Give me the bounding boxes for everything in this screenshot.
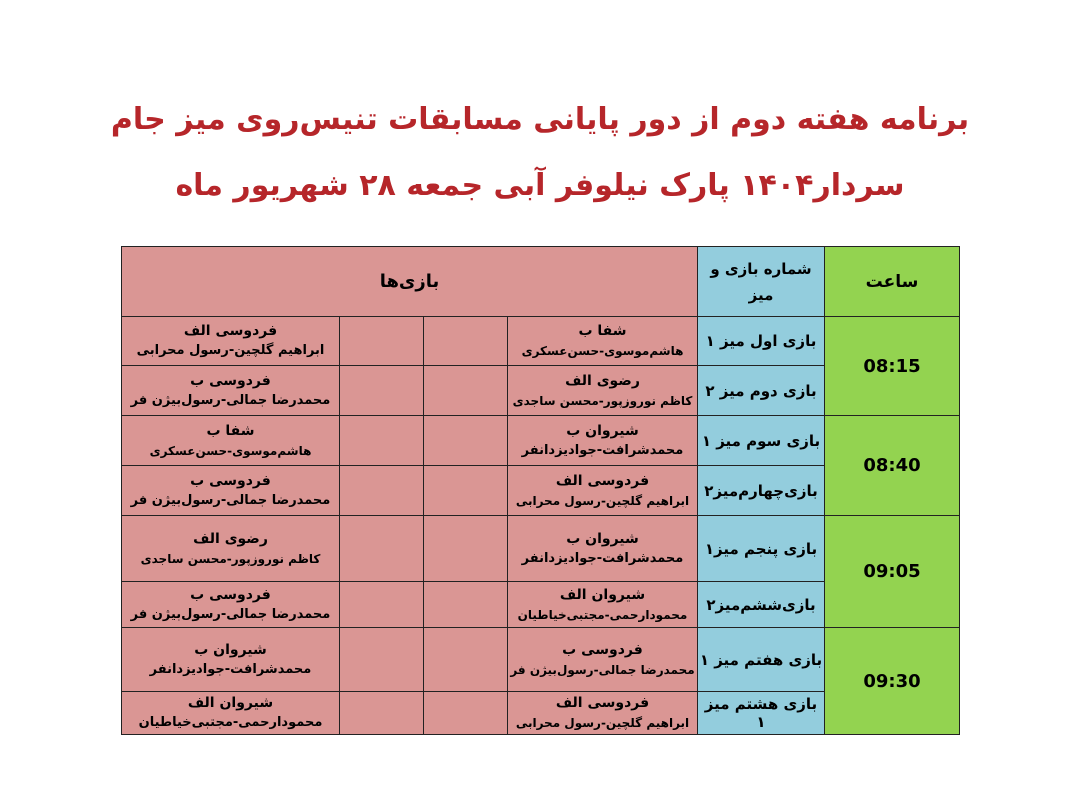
time-slot: 09:05 [825, 516, 960, 628]
empty-cell [424, 466, 508, 516]
table-row [122, 416, 960, 466]
empty-cell [340, 628, 424, 692]
away-team [122, 628, 340, 692]
home-team [508, 366, 698, 416]
team-players: ابراهیم گلچین-رسول محرابی [515, 716, 690, 730]
home-team [508, 416, 698, 466]
team-players: ابراهیم گلچین-رسول محرابی [515, 493, 690, 508]
game-number: بازی هفتم میز ۱ [698, 628, 825, 692]
team-name: فردوسی الف [555, 695, 650, 711]
team-players: محمدرضا جمالی-رسول‌بیژن فر [130, 606, 331, 622]
table-row [122, 317, 960, 366]
title-line-2: سردار۱۴۰۴ پارک نیلوفر آبی جمعه ۲۸ شهریور ماه [175, 168, 905, 203]
empty-cell [424, 416, 508, 466]
game-number: بازی سوم میز ۱ [698, 416, 825, 466]
team-players: محمدشرافت-جوادیزدانفر [149, 661, 312, 677]
team-name: فردوسی ب [562, 641, 643, 658]
time-slot: 08:40 [825, 416, 960, 516]
team-name: شیروان الف [559, 586, 646, 603]
team-players: محمدشرافت-جوادیزدانفر [521, 550, 684, 566]
header-time: ساعت [825, 247, 960, 317]
time-slot: 08:15 [825, 317, 960, 416]
empty-cell [340, 366, 424, 416]
home-team [508, 466, 698, 516]
empty-cell [424, 317, 508, 366]
team-players: کاظم نوروزپور-محسن ساجدی [512, 393, 693, 408]
home-team [508, 628, 698, 692]
game-number: بازی هشتم میز ۱ [698, 692, 825, 735]
team-name: فردوسی الف [555, 472, 650, 489]
team-name: شفا ب [206, 422, 255, 439]
empty-cell [424, 516, 508, 582]
away-team [122, 366, 340, 416]
team-players: محمدرضا جمالی-رسول‌بیژن فر [130, 492, 331, 508]
away-team [122, 692, 340, 735]
team-name: فردوسی ب [190, 586, 271, 603]
team-players: محمودارحمی-مجتبی‌خیاطیان [517, 607, 688, 622]
game-number: بازی‌ششم‌میز۲ [698, 582, 825, 628]
game-number: بازی‌چهارم‌میز۲ [698, 466, 825, 516]
team-name: فردوسی ب [190, 372, 271, 389]
away-team [122, 466, 340, 516]
team-name: رضوی الف [193, 530, 268, 547]
away-team [122, 416, 340, 466]
team-name: فردوسی ب [190, 472, 271, 489]
schedule-table [121, 246, 960, 735]
team-name: فردوسی الف [183, 323, 278, 339]
empty-cell [424, 692, 508, 735]
empty-cell [424, 582, 508, 628]
empty-cell [340, 416, 424, 466]
empty-cell [340, 692, 424, 735]
empty-cell [424, 628, 508, 692]
team-players: هاشم‌موسوی-حسن‌عسکری [149, 443, 312, 458]
table-row [122, 628, 960, 692]
empty-cell [340, 516, 424, 582]
team-name: شیروان ب [566, 530, 639, 547]
away-team [122, 582, 340, 628]
team-name: شیروان ب [566, 422, 639, 439]
home-team [508, 582, 698, 628]
away-team [122, 317, 340, 366]
team-name: شیروان الف [187, 695, 274, 711]
team-players: ابراهیم گلچین-رسول محرابی [136, 343, 325, 358]
game-number: بازی اول میز ۱ [698, 317, 825, 366]
header-row [122, 247, 960, 317]
team-players: محمدرضا جمالی-رسول‌بیژن فر [510, 662, 695, 677]
game-number: بازی پنجم میز۱ [698, 516, 825, 582]
team-name: شفا ب [578, 323, 627, 339]
team-players: کاظم نوروزپور-محسن ساجدی [140, 551, 321, 566]
home-team [508, 516, 698, 582]
team-players: محمدرضا جمالی-رسول‌بیژن فر [130, 392, 331, 408]
team-players: هاشم‌موسوی-حسن‌عسکری [521, 344, 684, 358]
empty-cell [424, 366, 508, 416]
header-games: بازی‌ها [122, 247, 698, 317]
team-players: محمودارحمی-مجتبی‌خیاطیان [138, 715, 323, 730]
game-number: بازی دوم میز ۲ [698, 366, 825, 416]
title-line-1: برنامه هفته دوم از دور پایانی مسابقات تنیس‌روی میز جام [110, 102, 970, 137]
empty-cell [340, 582, 424, 628]
header-game-number: شماره بازی و میز [698, 247, 825, 317]
team-players: محمدشرافت-جوادیزدانفر [521, 442, 684, 458]
away-team [122, 516, 340, 582]
empty-cell [340, 466, 424, 516]
team-name: رضوی الف [565, 372, 640, 389]
home-team [508, 317, 698, 366]
table-row [122, 516, 960, 582]
home-team [508, 692, 698, 735]
empty-cell [340, 317, 424, 366]
time-slot: 09:30 [825, 628, 960, 735]
team-name: شیروان ب [194, 641, 267, 658]
